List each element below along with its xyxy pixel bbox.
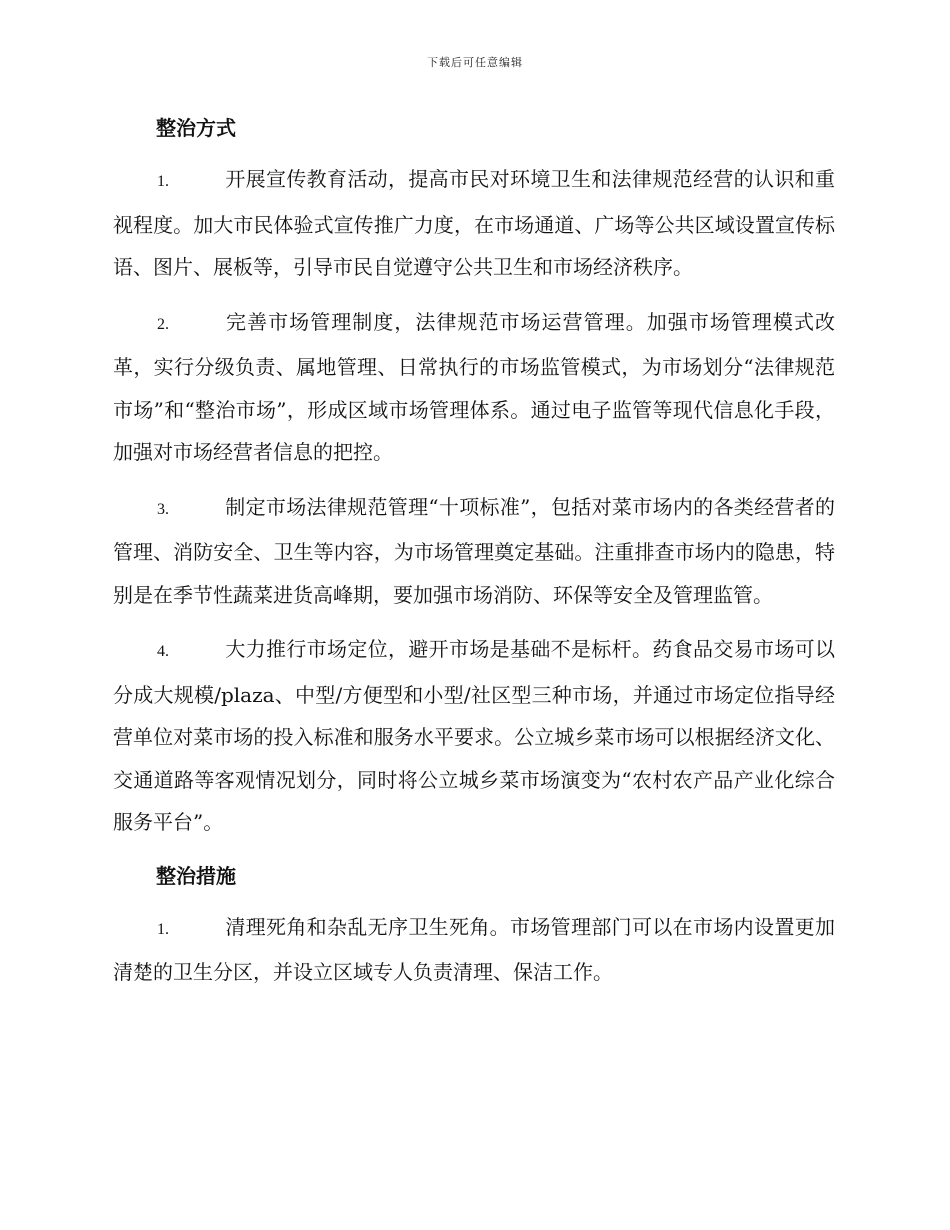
list-item	[113, 628, 835, 844]
section-heading-measures: 整治措施	[156, 863, 236, 888]
page-header: 下载后可任意编辑	[427, 56, 523, 69]
list-item-text: 开展宣传教育活动，提高市民对环境卫生和法律规范经营的认识和重视程度。加大市民体验式宣传推广力度，在市场通道、广场等公共区域设置宣传标语、图片、展板等，引导市民自觉遵守公共卫生和市场经济秩序。	[113, 167, 835, 279]
list-item-text: 清理死角和杂乱无序卫生死角。市场管理部门可以在市场内设置更加清楚的卫生分区，并设立区域专人负责清理、保洁工作。	[113, 914, 835, 984]
list-item	[113, 906, 835, 994]
list-item-number: 4.	[157, 643, 169, 660]
list-item	[113, 486, 835, 617]
list-item-number: 3.	[157, 500, 169, 518]
list-item-text: 制定市场法律规范管理“十项标准”，包括对菜市场内的各类经营者的管理、消防安全、卫生等内容，为市场管理奠定基础。注重排查市场内的隐患，特别是在季节性蔬菜进货高峰期，要加强市场消防、环保等安全及管理监管。	[113, 494, 835, 607]
list-item-number: 2.	[157, 315, 169, 333]
list-item-text: 大力推行市场定位，避开市场是基础不是标杆。药食品交易市场可以分成大规模/plaza、中型/方便型和小型/社区型三种市场，并通过市场定位指导经营单位对菜市场的投入标准和服务水平要求。公立城乡菜市场可以根据经济文化、交通道路等客观情况划分，同时将公立城乡菜市场演变为“农村农产品产业化综合服务平台”。	[113, 637, 835, 834]
list-item-text: 完善市场管理制度，法律规范市场运营管理。加强市场管理模式改革，实行分级负责、属地管理、日常执行的市场监管模式，为市场划分“法律规范市场”和“整治市场”，形成区域市场管理体系。通过电子监管等现代信息化手段，加强对市场经营者信息的把控。	[113, 309, 835, 464]
document-body	[113, 108, 835, 1006]
list-item	[113, 158, 835, 289]
section-heading-methods: 整治方式	[156, 116, 236, 140]
list-item-number: 1.	[157, 173, 169, 190]
list-item	[113, 301, 835, 474]
list-item-number: 1.	[157, 920, 169, 938]
